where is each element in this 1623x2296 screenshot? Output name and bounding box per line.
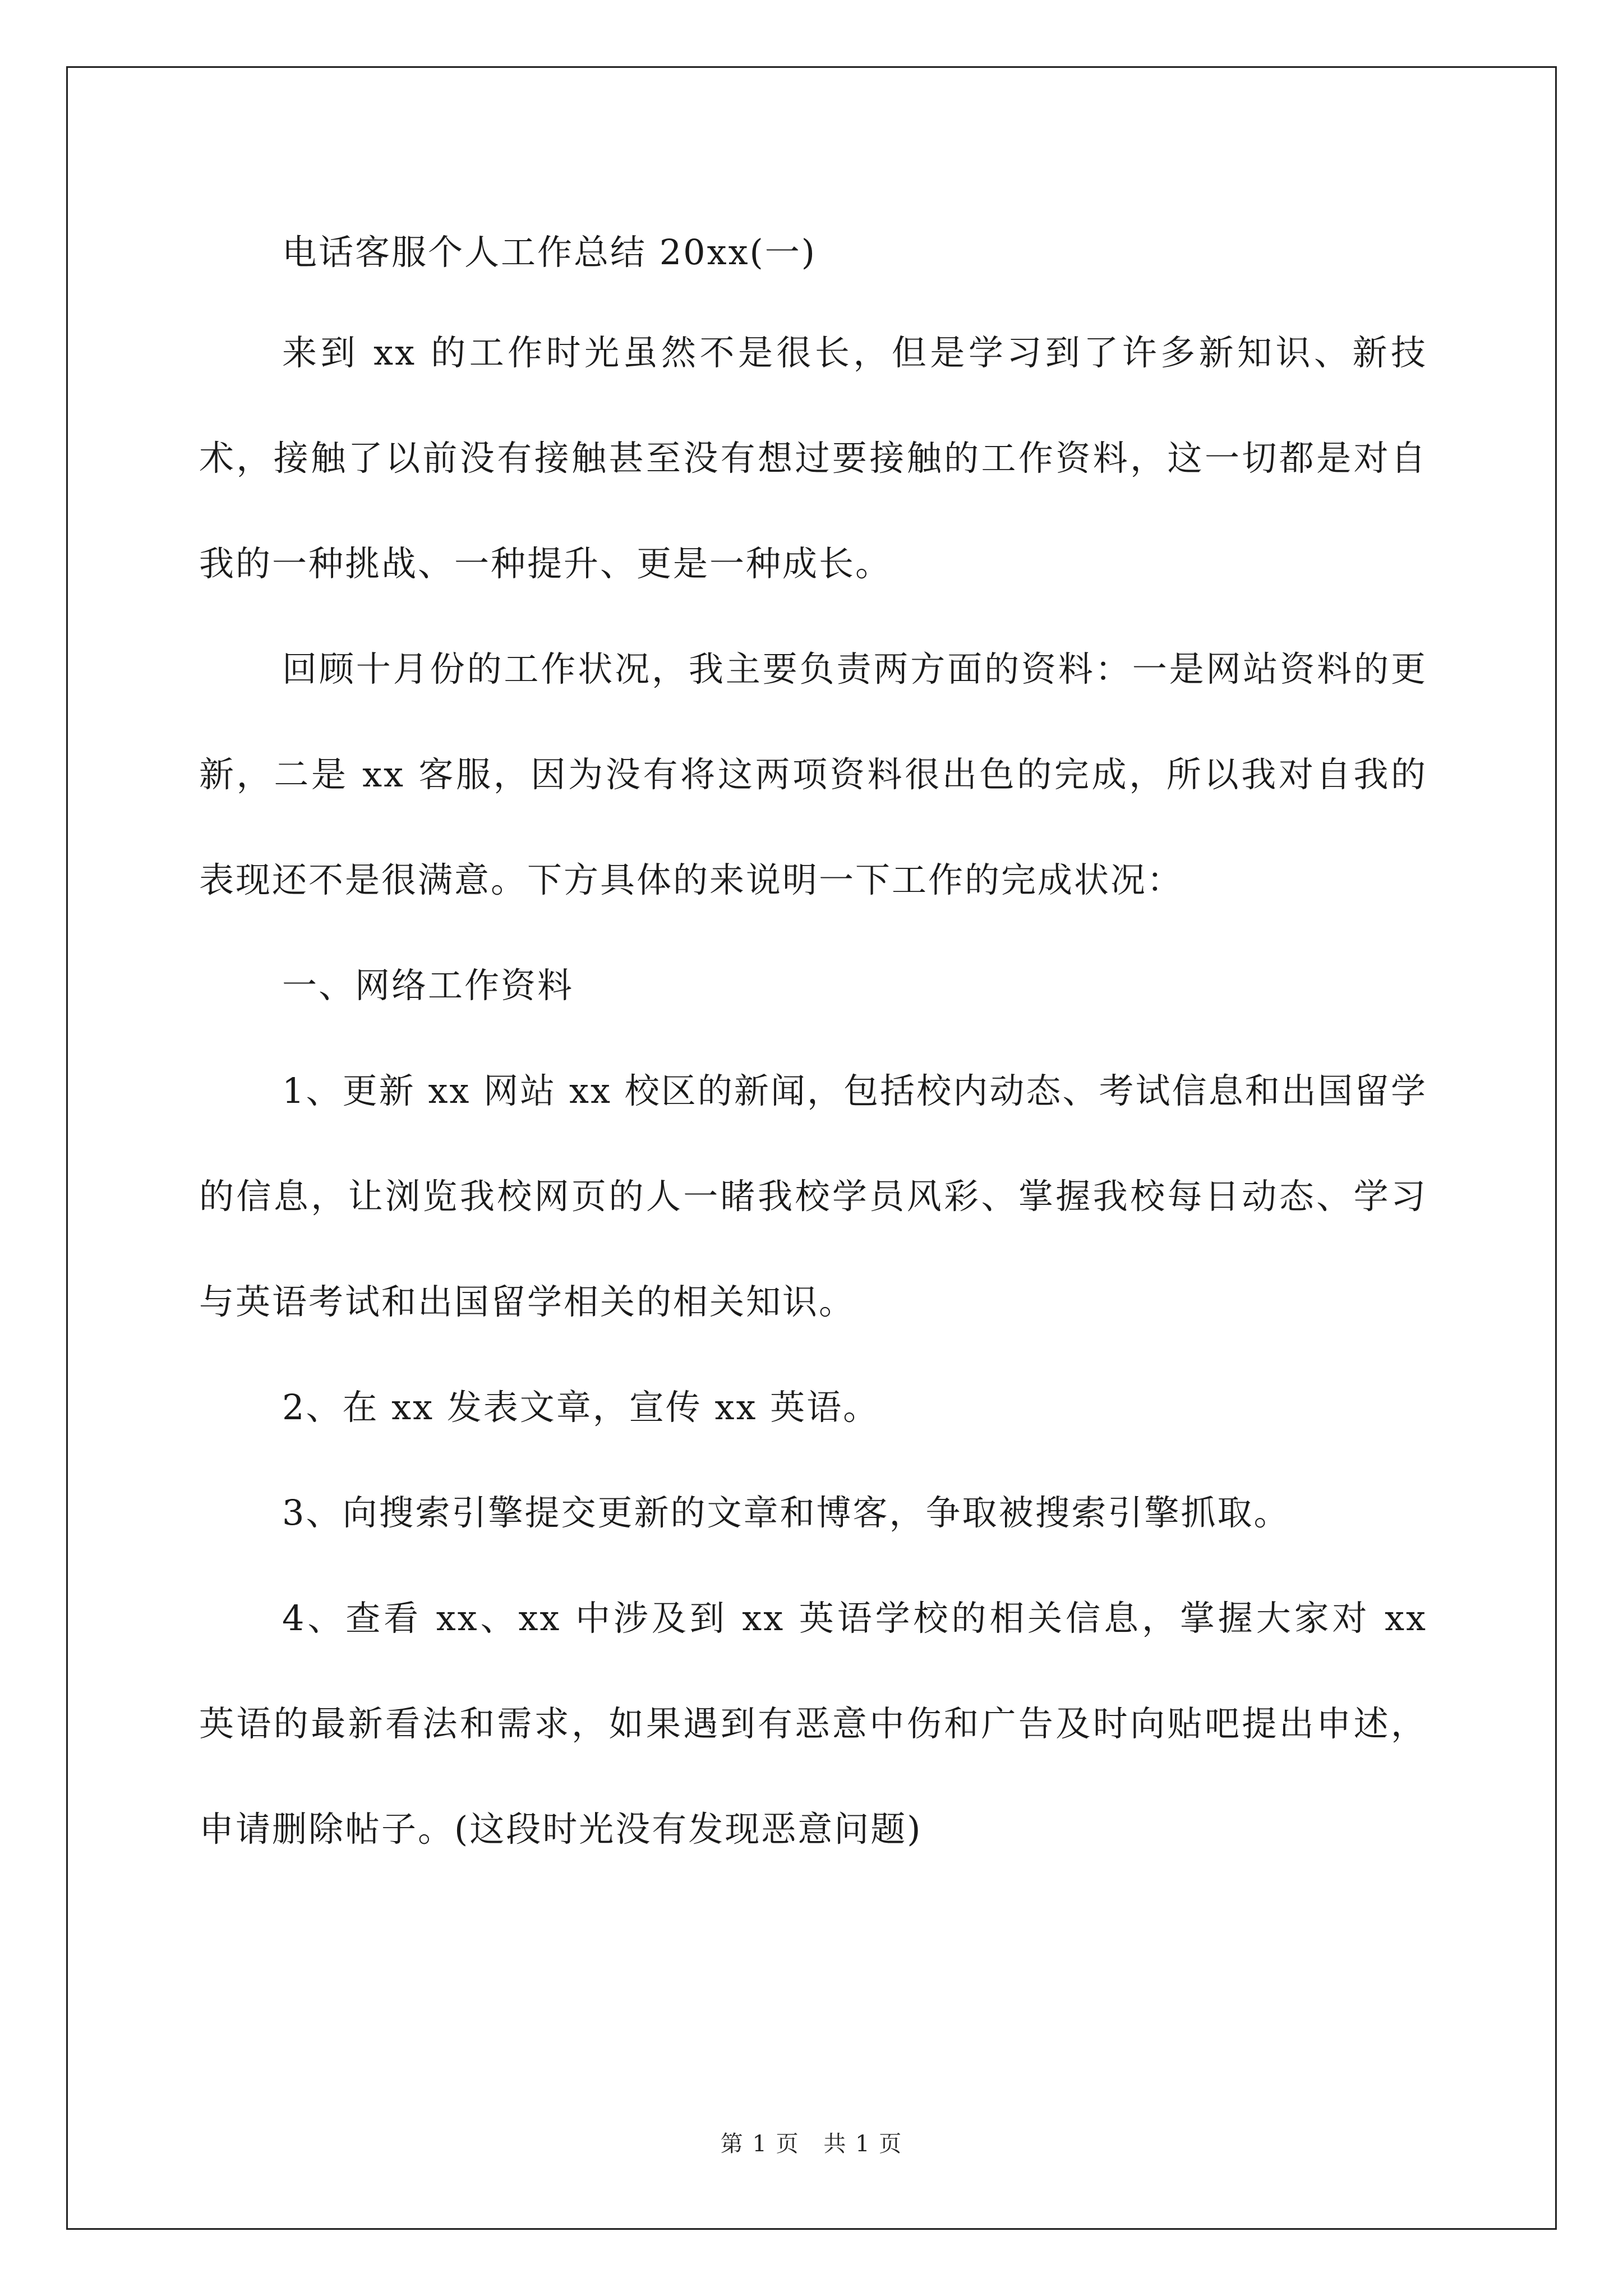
list-item-4: 4、查看 xx、xx 中涉及到 xx 英语学校的相关信息，掌握大家对 xx 英语的最新看法和需求，如果遇到有恶意中伤和广告及时向贴吧提出申述，申请删除帖子。(这段时光没有发现恶意问题) (199, 1598, 1427, 1849)
paragraph-review: 回顾十月份的工作状况，我主要负责两方面的资料：一是网站资料的更新，二是 xx 客服，因为没有将这两项资料很出色的完成，所以我对自我的表现还不是很满意。下方具体的来说明一下工作的完成状况： (199, 648, 1427, 900)
list-item-2: 2、在 xx 发表文章，宣传 xx 英语。 (282, 1387, 880, 1428)
document-body (199, 205, 1427, 1882)
section-heading-network-work: 一、网络工作资料 (282, 965, 574, 1006)
page-footer (0, 2126, 1623, 2158)
list-item-3: 3、向搜索引擎提交更新的文章和博客，争取被搜索引擎抓取。 (282, 1492, 1290, 1533)
page-total: 共 1 页 (823, 2131, 903, 2157)
paragraph-intro: 来到 xx 的工作时光虽然不是很长，但是学习到了许多新知识、新技术，接触了以前没有接触甚至没有想过要接触的工作资料，这一切都是对自我的一种挑战、一种提升、更是一种成长。 (199, 332, 1427, 584)
list-item-1: 1、更新 xx 网站 xx 校区的新闻，包括校内动态、考试信息和出国留学的信息，让浏览我校网页的人一睹我校学员风彩、掌握我校每日动态、学习与英语考试和出国留学相关的相关知识。 (199, 1070, 1427, 1322)
document-title: 电话客服个人工作总结 20xx(一) (282, 232, 817, 273)
page-number: 第 1 页 (720, 2131, 800, 2157)
